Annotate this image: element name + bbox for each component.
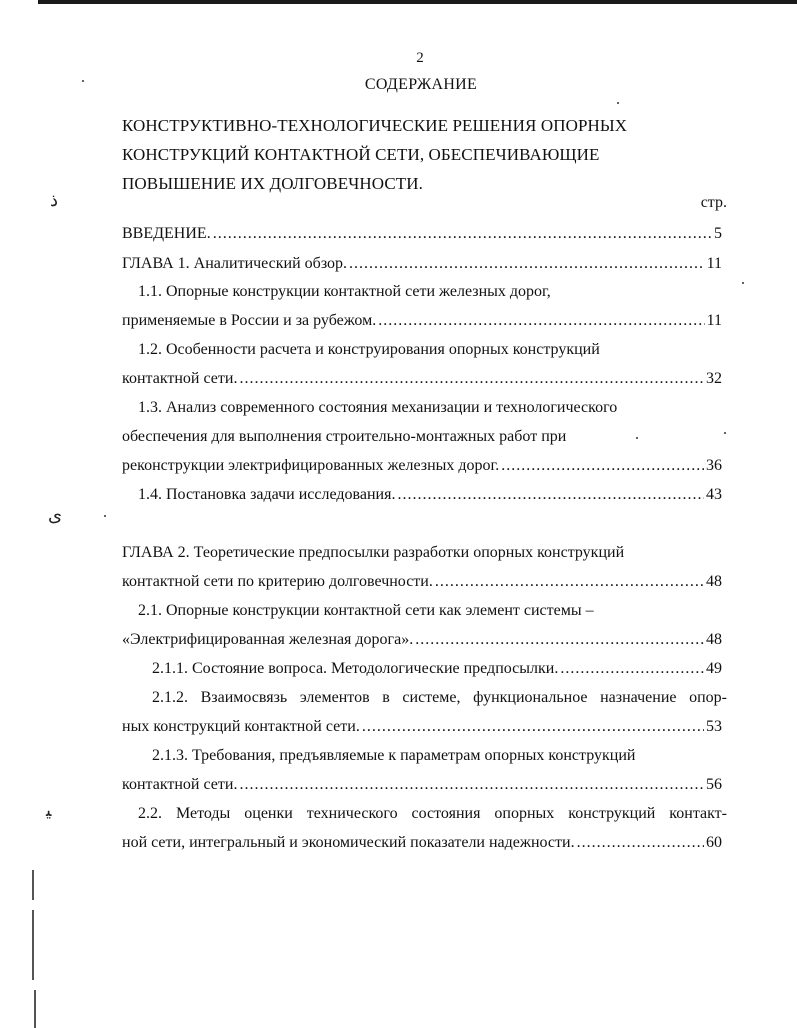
toc-label: применяемые в России и за рубежом. <box>122 312 377 329</box>
toc-page: 56 <box>706 776 722 793</box>
toc-label: 2.1.1. Состояние вопроса. Методологические предпосылки. <box>152 660 559 677</box>
scan-edge-line <box>32 870 34 900</box>
toc-page: 5 <box>714 225 722 242</box>
toc-entry-1-3-line2[interactable]: обеспечения для выполнения строительно-монтажных работ при <box>122 428 567 445</box>
leader-dots <box>349 255 705 273</box>
toc-entry-1-1[interactable] <box>122 312 722 330</box>
toc-entry-chapter-2[interactable] <box>122 573 722 591</box>
toc-page: 53 <box>706 718 722 735</box>
toc-label: ВВЕДЕНИЕ. <box>122 225 211 242</box>
leader-dots <box>239 776 704 794</box>
margin-handwriting-mark: ﻯ <box>48 505 63 526</box>
toc-label: «Электрифицированная железная дорога». <box>122 631 414 648</box>
toc-label: контактной сети по критерию долговечности. <box>122 573 433 590</box>
toc-entry-2-1-3[interactable] <box>122 776 722 794</box>
toc-entry-1-3-line1[interactable]: 1.3. Анализ современного состояния механизации и технологического <box>138 399 618 416</box>
scan-edge-line <box>32 910 34 980</box>
toc-page: 48 <box>706 573 722 590</box>
title-line: ПОВЫШЕНИЕ ИХ ДОЛГОВЕЧНОСТИ. <box>122 174 423 193</box>
margin-handwriting-mark: ذ <box>50 190 59 211</box>
toc-entry-2-1[interactable] <box>122 631 722 649</box>
scan-speck <box>724 432 726 434</box>
toc-page: 36 <box>706 457 722 474</box>
toc-page: 49 <box>706 660 722 677</box>
leader-dots <box>213 225 712 243</box>
leader-dots <box>501 457 704 475</box>
toc-entry-chapter-1[interactable] <box>122 255 722 273</box>
scan-speck <box>636 437 638 439</box>
toc-page: 43 <box>706 486 722 503</box>
leader-dots <box>362 718 704 736</box>
toc-entry-1-1-line1[interactable]: 1.1. Опорные конструкции контактной сети железных дорог, <box>138 283 551 300</box>
contents-heading: СОДЕРЖАНИЕ <box>364 76 478 93</box>
leader-dots <box>577 834 704 852</box>
toc-entry-2-1-2[interactable] <box>122 718 722 736</box>
toc-entry-chapter-2-line1[interactable]: ГЛАВА 2. Теоретические предпосылки разработки опорных конструкций <box>122 544 625 561</box>
toc-page: 60 <box>706 834 722 851</box>
leader-dots <box>378 312 704 330</box>
toc-label: контактной сети. <box>122 776 238 793</box>
toc-page: 32 <box>706 370 722 387</box>
leader-dots <box>239 370 704 388</box>
top-border-rule <box>38 0 797 4</box>
toc-label: ных конструкций контактной сети. <box>122 718 360 735</box>
toc-entry-2-1-line1[interactable]: 2.1. Опорные конструкции контактной сети как элемент системы – <box>138 602 594 619</box>
toc-label: контактной сети. <box>122 370 238 387</box>
scan-speck <box>104 515 106 517</box>
toc-label: 1.4. Постановка задачи исследования. <box>138 486 396 503</box>
toc-page: 11 <box>706 312 722 329</box>
toc-entry-1-2[interactable] <box>122 370 722 388</box>
scan-speck <box>617 102 619 104</box>
toc-entry-intro[interactable] <box>122 225 722 243</box>
toc-entry-2-2[interactable] <box>122 834 722 852</box>
toc-page: 11 <box>706 255 722 272</box>
scan-edge-line <box>34 990 36 1028</box>
toc-label: ГЛАВА 1. Аналитический обзор. <box>122 255 348 272</box>
toc-entry-2-1-3-line1[interactable]: 2.1.3. Требования, предъявляемые к параметрам опорных конструкций <box>152 747 636 764</box>
leader-dots <box>435 573 704 591</box>
leader-dots <box>415 631 704 649</box>
toc-entry-1-3[interactable] <box>122 457 722 475</box>
leader-dots <box>397 486 704 504</box>
toc-page: 48 <box>706 631 722 648</box>
leader-dots <box>560 660 704 678</box>
margin-handwriting-mark: ﯿ <box>46 800 52 821</box>
page-number: 2 <box>416 50 424 66</box>
toc-label: реконструкции электрифицированных железных дорог. <box>122 457 500 474</box>
title-line: КОНСТРУКЦИЙ КОНТАКТНОЙ СЕТИ, ОБЕСПЕЧИВАЮЩИЕ <box>122 145 600 164</box>
toc-entry-2-1-1[interactable] <box>152 660 722 678</box>
toc-label: ной сети, интегральный и экономический показатели надежности. <box>122 834 575 851</box>
page-column-label: стр. <box>700 194 727 211</box>
title-line: КОНСТРУКТИВНО-ТЕХНОЛОГИЧЕСКИЕ РЕШЕНИЯ ОПОРНЫХ <box>122 116 628 135</box>
toc-entry-1-2-line1[interactable]: 1.2. Особенности расчета и конструирования опорных конструкций <box>138 341 600 358</box>
toc-entry-1-4[interactable] <box>138 486 722 504</box>
toc-entry-2-2-line1[interactable]: 2.2. Методы оценки технического состояния опорных конструкций контакт- <box>138 805 727 822</box>
scan-speck <box>742 282 744 284</box>
toc-entry-2-1-2-line1[interactable]: 2.1.2. Взаимосвязь элементов в системе, функциональное назначение опор- <box>152 689 727 706</box>
